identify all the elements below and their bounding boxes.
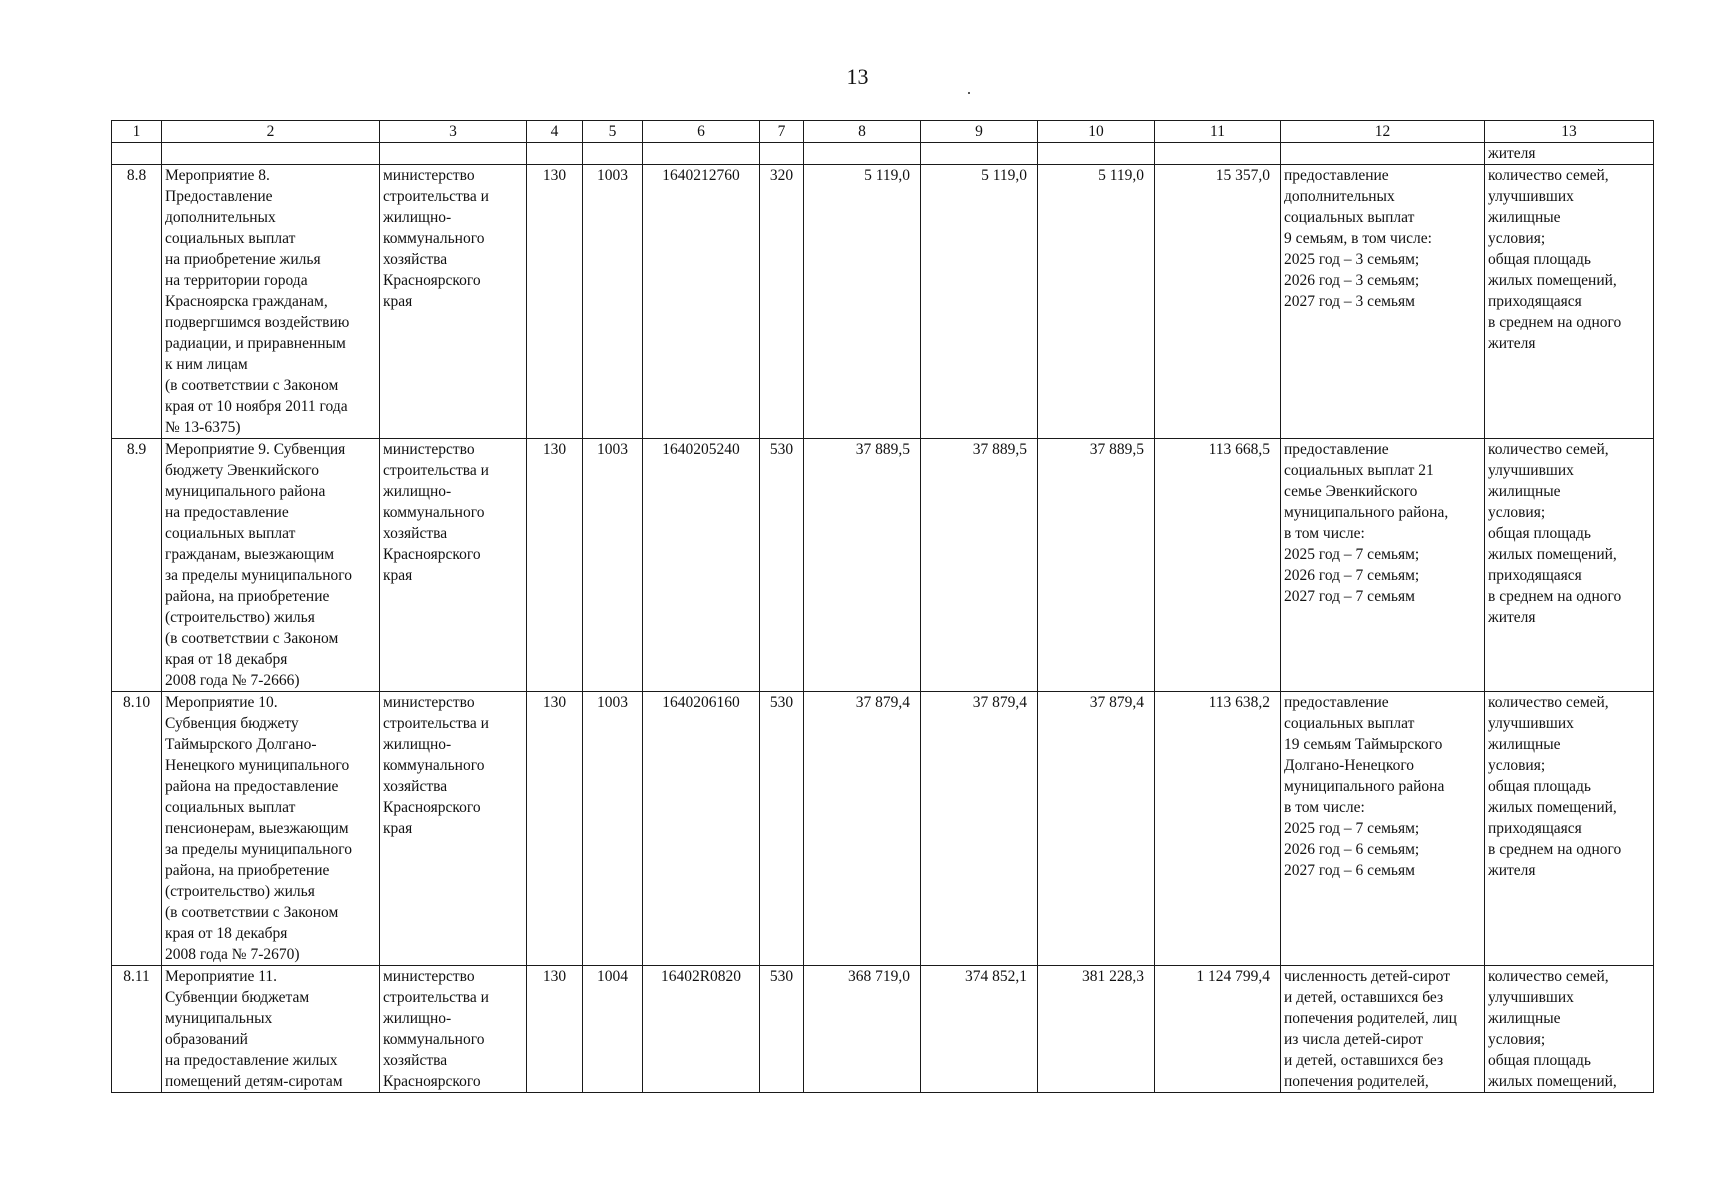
activity-name-cell-line: края от 10 ноября 2011 года bbox=[165, 398, 348, 415]
rzpr-code-cell: 1003 bbox=[583, 439, 643, 692]
executor-cell-line: коммунального bbox=[383, 504, 485, 521]
continuation-cell bbox=[1281, 143, 1485, 165]
executor-cell-line: жилищно- bbox=[383, 1010, 452, 1027]
activity-name-cell-line: бюджету Эвенкийского bbox=[165, 462, 319, 479]
indicator-cell bbox=[1485, 439, 1654, 692]
activity-name-cell-line: пенсионерам, выезжающим bbox=[165, 820, 349, 837]
expected-result-cell bbox=[1281, 439, 1485, 692]
column-header: 5 bbox=[583, 121, 643, 143]
activity-name-cell-line: Красноярска гражданам, bbox=[165, 293, 328, 310]
indicator-cell-line: общая площадь bbox=[1488, 1052, 1592, 1069]
executor-cell-line: хозяйства bbox=[383, 778, 448, 795]
indicator-cell-line: жилых помещений, bbox=[1488, 272, 1617, 289]
expected-result-cell-line: в том числе: bbox=[1284, 799, 1365, 816]
executor-cell-line: строительства и bbox=[383, 462, 489, 479]
activity-name-cell-line: за пределы муниципального bbox=[165, 841, 353, 858]
expected-result-cell bbox=[1281, 165, 1485, 439]
indicator-cell-line: улучшивших bbox=[1488, 462, 1574, 479]
continuation-cell bbox=[1038, 143, 1155, 165]
executor-cell-line: строительства и bbox=[383, 188, 489, 205]
activity-name-cell-line: района, на приобретение bbox=[165, 862, 330, 879]
activity-name-cell bbox=[162, 966, 380, 1093]
amount-2026-cell: 374 852,1 bbox=[921, 966, 1038, 1093]
activity-name-cell-line: гражданам, выезжающим bbox=[165, 546, 335, 563]
continuation-cell bbox=[804, 143, 921, 165]
activity-name-cell bbox=[162, 165, 380, 439]
continuation-cell bbox=[162, 143, 380, 165]
row-number-cell: 8.10 bbox=[112, 692, 162, 966]
continuation-cell bbox=[527, 143, 583, 165]
expected-result-cell-line: и детей, оставшихся без bbox=[1284, 1052, 1444, 1069]
table-row bbox=[112, 439, 1654, 692]
row-number-cell: 8.11 bbox=[112, 966, 162, 1093]
activity-name-cell-line: 2008 года № 7-2670) bbox=[165, 946, 300, 963]
expected-result-cell-line: 2027 год – 6 семьям bbox=[1284, 862, 1415, 879]
executor-cell-line: хозяйства bbox=[383, 1052, 448, 1069]
amount-2027-cell: 5 119,0 bbox=[1038, 165, 1155, 439]
expected-result-cell-line: 2026 год – 6 семьям; bbox=[1284, 841, 1420, 858]
column-header: 11 bbox=[1155, 121, 1281, 143]
activity-name-cell-line: Мероприятие 11. bbox=[165, 968, 278, 985]
column-header: 1 bbox=[112, 121, 162, 143]
csr-code-cell: 16402R0820 bbox=[643, 966, 760, 1093]
column-header: 7 bbox=[760, 121, 804, 143]
grbs-code-cell: 130 bbox=[527, 692, 583, 966]
activity-name-cell-line: Ненецкого муниципального bbox=[165, 757, 350, 774]
indicator-cell-line: жителя bbox=[1488, 862, 1536, 879]
activity-name-cell-line: района на предоставление bbox=[165, 778, 339, 795]
executor-cell bbox=[380, 966, 527, 1093]
executor-cell bbox=[380, 439, 527, 692]
table-row bbox=[112, 966, 1654, 1093]
indicator-cell-line: в среднем на одного bbox=[1488, 841, 1622, 858]
activity-name-cell-line: на предоставление жилых bbox=[165, 1052, 338, 1069]
activity-name-cell-line: на приобретение жилья bbox=[165, 251, 321, 268]
indicator-cell-line: условия; bbox=[1488, 757, 1546, 774]
indicator-cell-line: улучшивших bbox=[1488, 715, 1574, 732]
indicator-cell-line: условия; bbox=[1488, 1031, 1546, 1048]
executor-cell-line: министерство bbox=[383, 694, 475, 711]
continuation-cell bbox=[760, 143, 804, 165]
expected-result-cell-line: социальных выплат bbox=[1284, 209, 1415, 226]
executor-cell bbox=[380, 165, 527, 439]
continuation-cell bbox=[921, 143, 1038, 165]
activity-name-cell-line: социальных выплат bbox=[165, 230, 296, 247]
column-header: 4 bbox=[527, 121, 583, 143]
executor-cell bbox=[380, 692, 527, 966]
activity-name-cell bbox=[162, 439, 380, 692]
activity-name-cell-line: социальных выплат bbox=[165, 799, 296, 816]
activity-name-cell-line: радиации, и приравненным bbox=[165, 335, 346, 352]
indicator-cell-line: количество семей, bbox=[1488, 167, 1609, 184]
column-header: 3 bbox=[380, 121, 527, 143]
activity-name-cell-line: Мероприятие 10. bbox=[165, 694, 278, 711]
activity-name-cell-line: муниципального района bbox=[165, 483, 326, 500]
amount-2025-cell: 368 719,0 bbox=[804, 966, 921, 1093]
amount-total-cell: 15 357,0 bbox=[1155, 165, 1281, 439]
row-number-cell: 8.9 bbox=[112, 439, 162, 692]
activity-name-cell-line: Таймырского Долгано- bbox=[165, 736, 317, 753]
expected-result-cell-line: предоставление bbox=[1284, 441, 1389, 458]
table-row bbox=[112, 692, 1654, 966]
amount-2026-cell: 37 879,4 bbox=[921, 692, 1038, 966]
executor-cell-line: края bbox=[383, 820, 413, 837]
expected-result-cell-line: предоставление bbox=[1284, 694, 1389, 711]
executor-cell-line: Красноярского bbox=[383, 799, 481, 816]
activity-name-cell-line: (в соответствии с Законом bbox=[165, 904, 339, 921]
executor-cell-line: коммунального bbox=[383, 1031, 485, 1048]
expected-result-cell-line: 2027 год – 3 семьям bbox=[1284, 293, 1415, 310]
grbs-code-cell: 130 bbox=[527, 165, 583, 439]
continuation-cell bbox=[583, 143, 643, 165]
expected-result-cell-line: предоставление bbox=[1284, 167, 1389, 184]
indicator-cell bbox=[1485, 966, 1654, 1093]
amount-2025-cell: 37 879,4 bbox=[804, 692, 921, 966]
executor-cell-line: Красноярского bbox=[383, 1073, 481, 1090]
row-number-cell: 8.8 bbox=[112, 165, 162, 439]
indicator-cell-line: условия; bbox=[1488, 504, 1546, 521]
indicator-cell-line: в среднем на одного bbox=[1488, 588, 1622, 605]
activity-name-cell-line: подвергшимся воздействию bbox=[165, 314, 350, 331]
indicator-cell-line: количество семей, bbox=[1488, 968, 1609, 985]
continuation-cell: жителя bbox=[1485, 143, 1654, 165]
expected-result-cell-line: социальных выплат bbox=[1284, 715, 1415, 732]
csr-code-cell: 1640205240 bbox=[643, 439, 760, 692]
program-activities-table bbox=[111, 120, 1654, 1093]
executor-cell-line: министерство bbox=[383, 167, 475, 184]
activity-name-cell-line: Субвенции бюджетам bbox=[165, 989, 310, 1006]
grbs-code-cell: 130 bbox=[527, 966, 583, 1093]
column-header: 8 bbox=[804, 121, 921, 143]
activity-name-cell-line: дополнительных bbox=[165, 209, 276, 226]
executor-cell-line: Красноярского bbox=[383, 272, 481, 289]
vr-code-cell: 530 bbox=[760, 439, 804, 692]
executor-cell-line: министерство bbox=[383, 441, 475, 458]
activity-name-cell-line: № 13-6375) bbox=[165, 419, 241, 436]
indicator-cell-line: количество семей, bbox=[1488, 441, 1609, 458]
column-header: 9 bbox=[921, 121, 1038, 143]
amount-2027-cell: 37 879,4 bbox=[1038, 692, 1155, 966]
vr-code-cell: 530 bbox=[760, 692, 804, 966]
column-header: 2 bbox=[162, 121, 380, 143]
csr-code-cell: 1640206160 bbox=[643, 692, 760, 966]
column-header: 12 bbox=[1281, 121, 1485, 143]
executor-cell-line: жилищно- bbox=[383, 736, 452, 753]
expected-result-cell-line: 2027 год – 7 семьям bbox=[1284, 588, 1415, 605]
executor-cell-line: министерство bbox=[383, 968, 475, 985]
indicator-cell-line: приходящаяся bbox=[1488, 820, 1582, 837]
expected-result-cell-line: 2025 год – 7 семьям; bbox=[1284, 546, 1420, 563]
expected-result-cell bbox=[1281, 966, 1485, 1093]
indicator-cell-line: жилых помещений, bbox=[1488, 546, 1617, 563]
table-row bbox=[112, 165, 1654, 439]
rzpr-code-cell: 1004 bbox=[583, 966, 643, 1093]
expected-result-cell-line: 9 семьям, в том числе: bbox=[1284, 230, 1432, 247]
continuation-row bbox=[112, 143, 1654, 165]
expected-result-cell-line: дополнительных bbox=[1284, 188, 1395, 205]
indicator-cell-line: общая площадь bbox=[1488, 525, 1592, 542]
indicator-cell-line: улучшивших bbox=[1488, 989, 1574, 1006]
executor-cell-line: коммунального bbox=[383, 757, 485, 774]
indicator-cell bbox=[1485, 165, 1654, 439]
indicator-cell-line: жителя bbox=[1488, 335, 1536, 352]
activity-name-cell-line: к ним лицам bbox=[165, 356, 248, 373]
activity-name-cell-line: (в соответствии с Законом bbox=[165, 630, 339, 647]
executor-cell-line: строительства и bbox=[383, 715, 489, 732]
indicator-cell-line: жилищные bbox=[1488, 1010, 1561, 1027]
expected-result-cell-line: 2025 год – 3 семьям; bbox=[1284, 251, 1420, 268]
executor-cell-line: коммунального bbox=[383, 230, 485, 247]
activity-name-cell-line: Мероприятие 8. bbox=[165, 167, 270, 184]
indicator-cell-line: общая площадь bbox=[1488, 778, 1592, 795]
executor-cell-line: жилищно- bbox=[383, 209, 452, 226]
amount-2026-cell: 5 119,0 bbox=[921, 165, 1038, 439]
expected-result-cell-line: 2025 год – 7 семьям; bbox=[1284, 820, 1420, 837]
indicator-cell-line: общая площадь bbox=[1488, 251, 1592, 268]
expected-result-cell-line: Долгано-Ненецкого bbox=[1284, 757, 1415, 774]
activity-name-cell-line: за пределы муниципального bbox=[165, 567, 353, 584]
activity-name-cell-line: на предоставление bbox=[165, 504, 289, 521]
continuation-cell bbox=[380, 143, 527, 165]
indicator-cell-line: улучшивших bbox=[1488, 188, 1574, 205]
indicator-cell-line: жилищные bbox=[1488, 736, 1561, 753]
executor-cell-line: Красноярского bbox=[383, 546, 481, 563]
indicator-cell-line: жилых помещений, bbox=[1488, 799, 1617, 816]
amount-total-cell: 113 668,5 bbox=[1155, 439, 1281, 692]
activity-name-cell-line: на территории города bbox=[165, 272, 308, 289]
amount-total-cell: 1 124 799,4 bbox=[1155, 966, 1281, 1093]
vr-code-cell: 320 bbox=[760, 165, 804, 439]
column-header: 10 bbox=[1038, 121, 1155, 143]
continuation-cell bbox=[643, 143, 760, 165]
activity-rows bbox=[112, 165, 1654, 1093]
expected-result-cell-line: и детей, оставшихся без bbox=[1284, 989, 1444, 1006]
indicator-cell-line: условия; bbox=[1488, 230, 1546, 247]
indicator-cell-line: в среднем на одного bbox=[1488, 314, 1622, 331]
csr-code-cell: 1640212760 bbox=[643, 165, 760, 439]
expected-result-cell-line: из числа детей-сирот bbox=[1284, 1031, 1423, 1048]
rzpr-code-cell: 1003 bbox=[583, 692, 643, 966]
indicator-cell-line: приходящаяся bbox=[1488, 567, 1582, 584]
expected-result-cell-line: 19 семьям Таймырского bbox=[1284, 736, 1443, 753]
activity-name-cell-line: края от 18 декабря bbox=[165, 651, 288, 668]
column-header: 6 bbox=[643, 121, 760, 143]
executor-cell-line: хозяйства bbox=[383, 525, 448, 542]
continuation-cell bbox=[1155, 143, 1281, 165]
page-number: 13 bbox=[846, 64, 869, 89]
activity-name-cell-line: помещений детям-сиротам bbox=[165, 1073, 343, 1090]
amount-2025-cell: 5 119,0 bbox=[804, 165, 921, 439]
activity-name-cell-line: Мероприятие 9. Субвенция bbox=[165, 441, 346, 458]
column-header: 13 bbox=[1485, 121, 1654, 143]
expected-result-cell-line: 2026 год – 3 семьям; bbox=[1284, 272, 1420, 289]
activity-name-cell-line: района, на приобретение bbox=[165, 588, 330, 605]
amount-2027-cell: 381 228,3 bbox=[1038, 966, 1155, 1093]
amount-2025-cell: 37 889,5 bbox=[804, 439, 921, 692]
amount-2026-cell: 37 889,5 bbox=[921, 439, 1038, 692]
activity-name-cell-line: края от 18 декабря bbox=[165, 925, 288, 942]
grbs-code-cell: 130 bbox=[527, 439, 583, 692]
expected-result-cell-line: социальных выплат 21 bbox=[1284, 462, 1434, 479]
indicator-cell-line: жилых помещений, bbox=[1488, 1073, 1617, 1090]
executor-cell-line: хозяйства bbox=[383, 251, 448, 268]
indicator-cell-line: жилищные bbox=[1488, 483, 1561, 500]
scan-speck bbox=[968, 92, 970, 94]
continuation-cell bbox=[112, 143, 162, 165]
executor-cell-line: края bbox=[383, 567, 413, 584]
indicator-cell-line: жилищные bbox=[1488, 209, 1561, 226]
expected-result-cell-line: попечения родителей, лиц bbox=[1284, 1010, 1457, 1027]
executor-cell-line: строительства и bbox=[383, 989, 489, 1006]
expected-result-cell-line: семье Эвенкийского bbox=[1284, 483, 1418, 500]
activity-name-cell-line: (строительство) жилья bbox=[165, 883, 315, 900]
amount-2027-cell: 37 889,5 bbox=[1038, 439, 1155, 692]
executor-cell-line: края bbox=[383, 293, 413, 310]
activity-name-cell bbox=[162, 692, 380, 966]
activity-name-cell-line: (в соответствии с Законом bbox=[165, 377, 339, 394]
executor-cell-line: жилищно- bbox=[383, 483, 452, 500]
rzpr-code-cell: 1003 bbox=[583, 165, 643, 439]
expected-result-cell-line: 2026 год – 7 семьям; bbox=[1284, 567, 1420, 584]
expected-result-cell-line: муниципального района, bbox=[1284, 504, 1449, 521]
expected-result-cell-line: попечения родителей, bbox=[1284, 1073, 1429, 1090]
activity-name-cell-line: Субвенция бюджету bbox=[165, 715, 299, 732]
activity-name-cell-line: социальных выплат bbox=[165, 525, 296, 542]
expected-result-cell-line: в том числе: bbox=[1284, 525, 1365, 542]
expected-result-cell bbox=[1281, 692, 1485, 966]
expected-result-cell-line: численность детей-сирот bbox=[1284, 968, 1451, 985]
activity-name-cell-line: муниципальных bbox=[165, 1010, 273, 1027]
column-number-row bbox=[112, 121, 1654, 143]
activity-name-cell-line: образований bbox=[165, 1031, 248, 1048]
vr-code-cell: 530 bbox=[760, 966, 804, 1093]
indicator-cell-line: приходящаяся bbox=[1488, 293, 1582, 310]
indicator-cell-line: количество семей, bbox=[1488, 694, 1609, 711]
activity-name-cell-line: (строительство) жилья bbox=[165, 609, 315, 626]
activity-name-cell-line: Предоставление bbox=[165, 188, 273, 205]
expected-result-cell-line: муниципального района bbox=[1284, 778, 1445, 795]
amount-total-cell: 113 638,2 bbox=[1155, 692, 1281, 966]
activity-name-cell-line: 2008 года № 7-2666) bbox=[165, 672, 300, 689]
indicator-cell-line: жителя bbox=[1488, 609, 1536, 626]
indicator-cell bbox=[1485, 692, 1654, 966]
